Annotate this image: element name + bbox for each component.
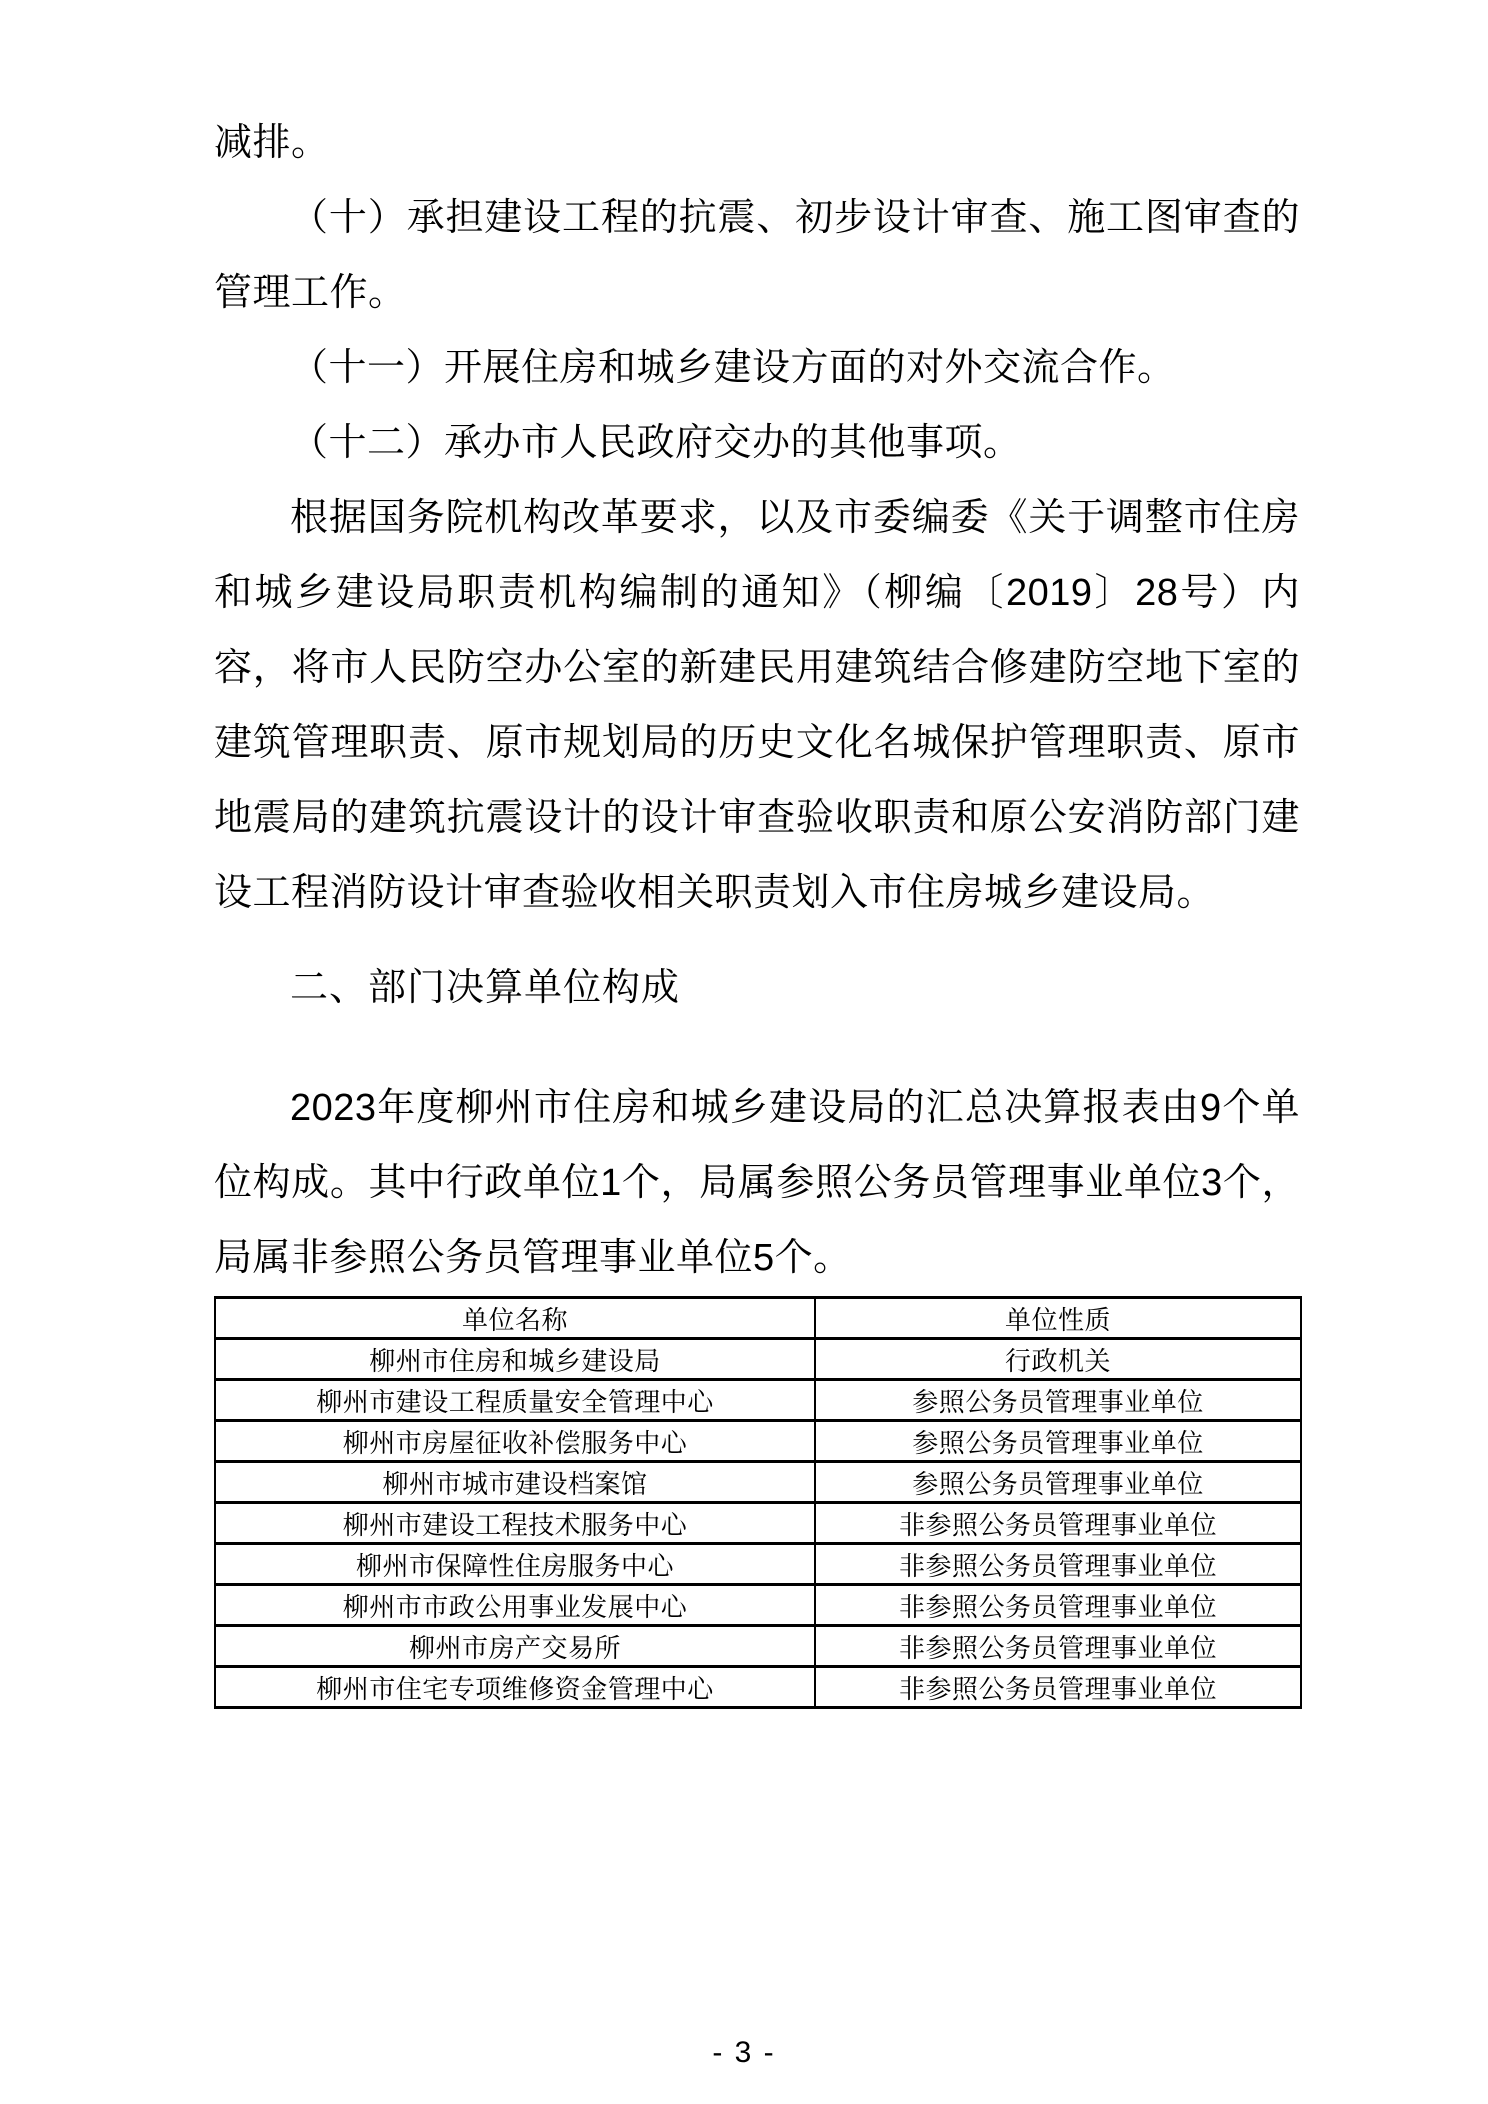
header-cell-unit-name: 单位名称 <box>215 1298 815 1339</box>
units-table <box>214 1296 1302 1709</box>
cell-unit-name: 柳州市住房和城乡建设局 <box>215 1339 815 1380</box>
table-row <box>215 1339 1301 1380</box>
header-cell-unit-type: 单位性质 <box>815 1298 1301 1339</box>
table-row <box>215 1544 1301 1585</box>
table-row <box>215 1462 1301 1503</box>
paragraph-item-10: （十）承担建设工程的抗震、初步设计审查、施工图审查的管理工作。 <box>214 197 1300 314</box>
cell-unit-name: 柳州市建设工程技术服务中心 <box>215 1503 815 1544</box>
cell-unit-name: 柳州市建设工程质量安全管理中心 <box>215 1380 815 1421</box>
cell-unit-name: 柳州市城市建设档案馆 <box>215 1462 815 1503</box>
paragraph-composition: 2023年度柳州市住房和城乡建设局的汇总决算报表由9个单位构成。其中行政单位1个，局属参照公务员管理事业单位3个，局属非参照公务员管理事业单位5个。 <box>214 1087 1300 1279</box>
cell-unit-type: 参照公务员管理事业单位 <box>815 1421 1301 1462</box>
page-number: - 3 - <box>712 2036 776 2069</box>
table-row <box>215 1667 1301 1708</box>
cell-unit-name: 柳州市保障性住房服务中心 <box>215 1544 815 1585</box>
paragraph-item-11: （十一）开展住房和城乡建设方面的对外交流合作。 <box>290 347 1176 389</box>
cell-unit-type: 非参照公务员管理事业单位 <box>815 1626 1301 1667</box>
cell-unit-type: 非参照公务员管理事业单位 <box>815 1585 1301 1626</box>
cell-unit-name: 柳州市房屋征收补偿服务中心 <box>215 1421 815 1462</box>
cell-unit-name: 柳州市住宅专项维修资金管理中心 <box>215 1667 815 1708</box>
cell-unit-type: 参照公务员管理事业单位 <box>815 1380 1301 1421</box>
paragraph-item-12: （十二）承办市人民政府交办的其他事项。 <box>290 422 1022 464</box>
paragraph-continuation: 减排。 <box>214 122 330 164</box>
cell-unit-type: 行政机关 <box>815 1339 1301 1380</box>
cell-unit-name: 柳州市房产交易所 <box>215 1626 815 1667</box>
cell-unit-type: 参照公务员管理事业单位 <box>815 1462 1301 1503</box>
table-row <box>215 1380 1301 1421</box>
document-content <box>214 106 1300 1709</box>
table-row <box>215 1626 1301 1667</box>
paragraph-reform: 根据国务院机构改革要求，以及市委编委《关于调整市住房和城乡建设局职责机构编制的通知》（柳编〔2019〕28号）内容，将市人民防空办公室的新建民用建筑结合修建防空地下室的建筑管理职责、原市规划局的历史文化名城保护管理职责、原市地震局的建筑抗震设计的设计审查验收职责和原公安消防部门建设工程消防设计审查验收相关职责划入市住房城乡建设局。 <box>214 497 1300 914</box>
table-row <box>215 1421 1301 1462</box>
table-header-row <box>215 1298 1301 1339</box>
cell-unit-type: 非参照公务员管理事业单位 <box>815 1667 1301 1708</box>
section-heading-unit-composition: 二、部门决算单位构成 <box>290 967 681 1009</box>
table-row <box>215 1503 1301 1544</box>
cell-unit-type: 非参照公务员管理事业单位 <box>815 1503 1301 1544</box>
cell-unit-name: 柳州市市政公用事业发展中心 <box>215 1585 815 1626</box>
cell-unit-type: 非参照公务员管理事业单位 <box>815 1544 1301 1585</box>
table-row <box>215 1585 1301 1626</box>
